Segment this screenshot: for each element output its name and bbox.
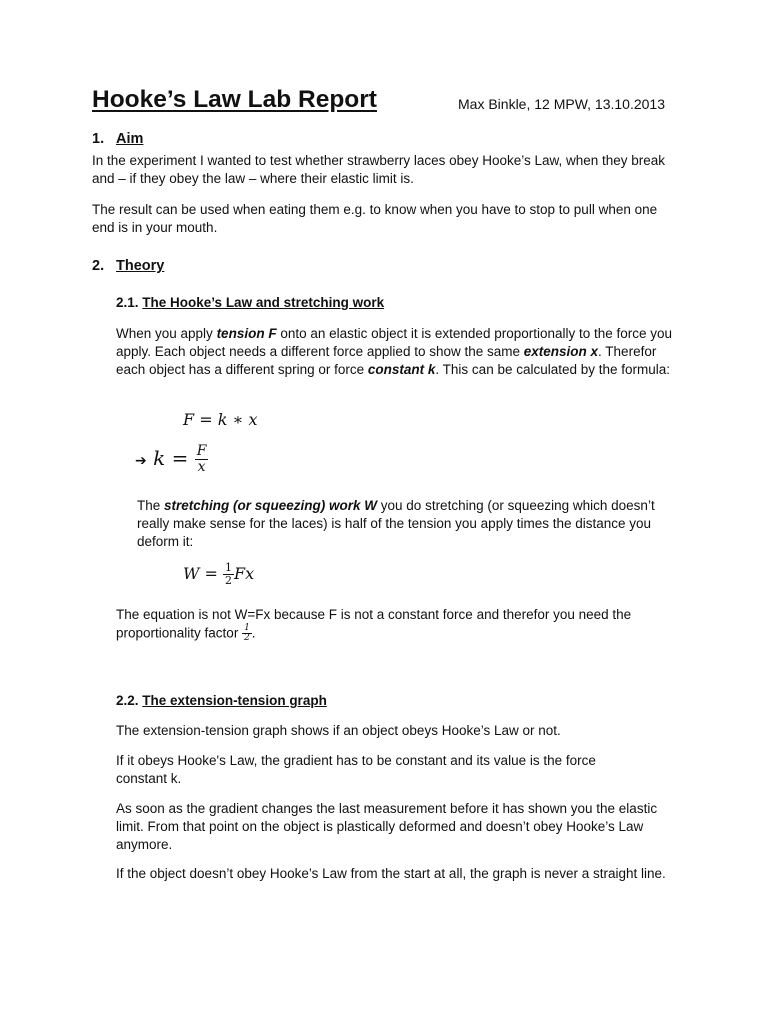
math-operator: = xyxy=(199,563,224,583)
heading-extension-tension-graph xyxy=(116,693,327,708)
heading-theory xyxy=(92,258,164,274)
denominator: x xyxy=(197,458,206,475)
aim-paragraph-2: The result can be used when eating them e.g. to know when you have to stop to pull when one end is in your mouth. xyxy=(92,202,658,235)
equation-force xyxy=(183,410,257,429)
graph-paragraph-3: As soon as the gradient changes the last measurement before it has shown you the elastic limit. From that point on the object is plastically deformed and doesn’t obey Hooke’s Law anymore. xyxy=(116,801,658,852)
fraction xyxy=(242,624,252,644)
equation-spring-constant xyxy=(135,444,208,475)
heading-number: 2. xyxy=(92,258,105,274)
heading-number: 1. xyxy=(92,131,105,147)
fraction xyxy=(223,562,234,587)
subheading-number: 2.2. xyxy=(116,693,139,708)
text-run: The equation is not W=Fx because F is not a constant force and therefor you need the proportionality factor xyxy=(116,607,632,641)
heading-aim xyxy=(92,131,143,147)
numerator: 1 xyxy=(225,561,233,574)
hookes-law-paragraph-1 xyxy=(116,325,682,379)
graph-paragraph-4: If the object doesn’t obey Hooke’s Law from the start at all, the graph is never a straight line. xyxy=(116,866,666,881)
emphasis-work: stretching (or squeezing) work W xyxy=(164,498,378,513)
numerator: F xyxy=(196,443,207,459)
denominator: 2 xyxy=(225,573,233,587)
graph-paragraph-2: If it obeys Hooke's Law, the gradient has to be constant and its value is the force constant k. xyxy=(116,753,596,786)
text-run: . This can be calculated by the formula: xyxy=(435,362,671,377)
equation-note-paragraph xyxy=(116,606,682,644)
title-row xyxy=(92,86,692,122)
math-symbol: x xyxy=(248,410,258,429)
subheading-text: The Hooke’s Law and stretching work xyxy=(142,295,385,310)
math-operator: ∗ xyxy=(227,410,249,429)
text-run: . Therefor each object has a different spring or force xyxy=(116,344,657,377)
stretching-work-paragraph xyxy=(137,497,682,551)
heading-text: Theory xyxy=(116,258,165,274)
numerator: 1 xyxy=(244,623,250,633)
emphasis-extension: extension x xyxy=(523,344,599,359)
math-symbol: W xyxy=(183,563,200,583)
text-run: onto an elastic object it is extended proportionally to the force you apply. Each object needs a different force applied to show the same xyxy=(116,326,673,359)
text-run: . xyxy=(251,625,256,641)
equation-work xyxy=(183,562,254,587)
subheading-number: 2.1. xyxy=(116,295,139,310)
aim-paragraph-1: In the experiment I wanted to test whether strawberry laces obey Hooke’s Law, when they break and – if they obey the law – where their elastic limit is. xyxy=(92,153,666,186)
math-symbol: k xyxy=(153,446,166,471)
denominator: 2 xyxy=(244,633,250,644)
subheading-text: The extension-tension graph xyxy=(142,693,327,708)
math-symbol: F xyxy=(183,410,195,429)
author-line: Max Binkle, 12 MPW, 13.10.2013 xyxy=(458,96,665,112)
graph-paragraph-1: The extension-tension graph shows if an object obeys Hooke’s Law or not. xyxy=(116,723,561,738)
math-operator: = xyxy=(194,410,218,429)
fraction xyxy=(195,444,209,475)
implies-arrow-icon: ➔ xyxy=(135,453,147,470)
emphasis-tension: tension F xyxy=(216,326,277,341)
page-title: Hooke’s Law Lab Report xyxy=(92,86,377,113)
text-run: When you apply xyxy=(116,326,217,341)
text-run: you do stretching (or squeezing which doesn’t really make sense for the laces) is half of the tension you apply times the distance you deform it: xyxy=(137,498,655,549)
heading-text: Aim xyxy=(116,131,144,147)
math-symbol: k xyxy=(217,410,228,429)
text-run: The xyxy=(137,498,165,513)
math-symbol: Fx xyxy=(234,563,255,583)
math-operator: = xyxy=(165,446,189,471)
emphasis-constant: constant k xyxy=(367,362,436,377)
heading-hookes-law xyxy=(116,295,384,310)
